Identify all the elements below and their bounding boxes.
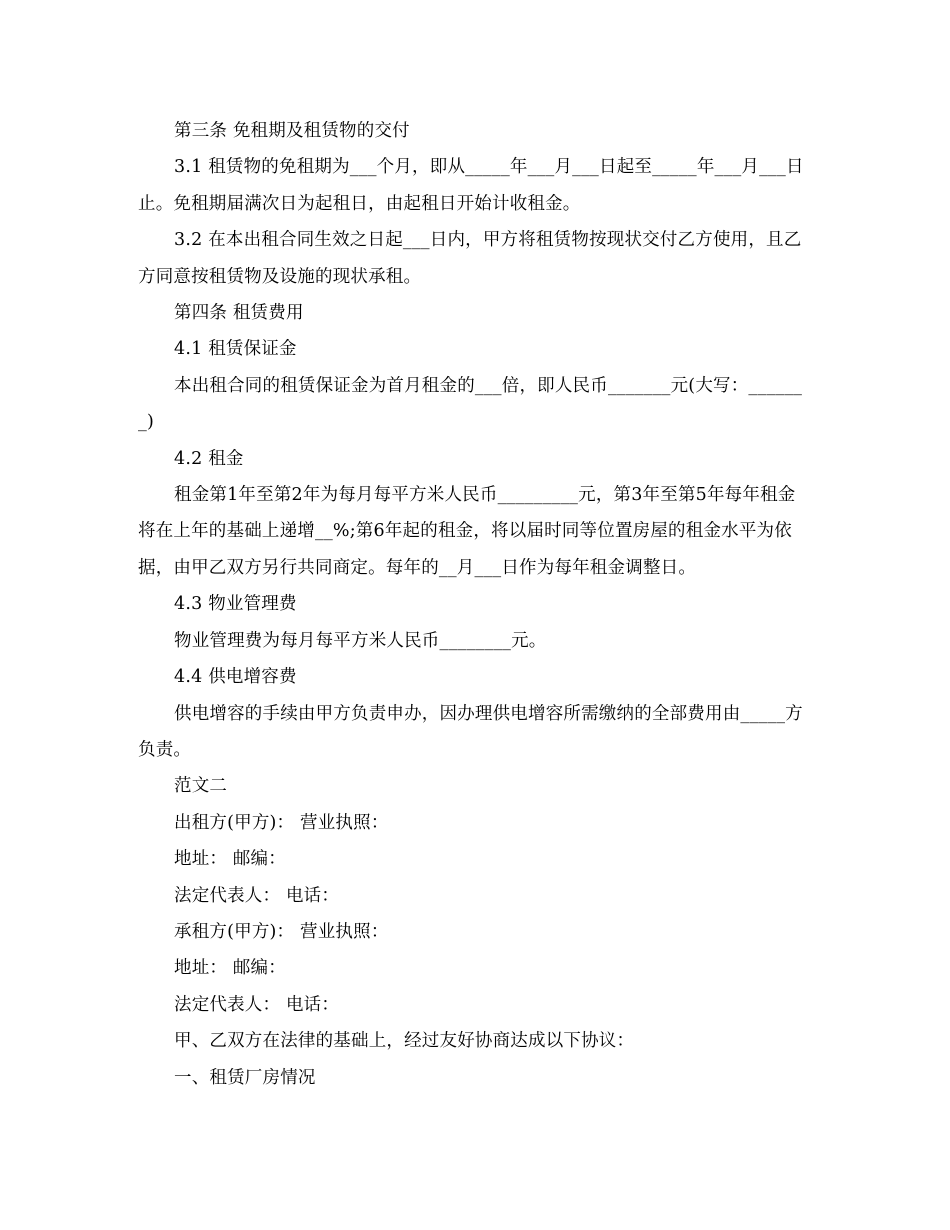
lessor-address-line: 地址： 邮编：	[174, 849, 286, 870]
clause-4-3-text: 物业管理费为每月每平方米人民币________元。	[174, 630, 547, 651]
lessee-representative-line: 法定代表人： 电话：	[174, 994, 340, 1015]
sample-2-heading: 范文二	[174, 776, 228, 797]
clause-4-1-heading: 4.1 租赁保证金	[174, 339, 297, 360]
lessor-representative-line: 法定代表人： 电话：	[174, 885, 340, 906]
clause-3-1: 3.1 租赁物的免租期为___个月，即从_____年___月___日起至_____年___月___日止。免租期届满次日为起租日，由起租日开始计收租金。	[138, 157, 804, 214]
clause-4-4-heading: 4.4 供电增容费	[174, 667, 297, 688]
clause-4-2-text: 租金第1年至第2年为每月每平方米人民币_________元，第3年至第5年每年租金将在上年的基础上递增__%;第6年起的租金，将以届时同等位置房屋的租金水平为依据，由甲乙双方另行共同商定。每年的__月___日作为每年租金调整日。	[138, 485, 796, 578]
section-1-heading: 一、租赁厂房情况	[174, 1067, 316, 1088]
document-body	[138, 113, 810, 1096]
clause-4-1-text: 本出租合同的租赁保证金为首月租金的___倍，即人民币_______元(大写：_______)	[138, 375, 803, 433]
lessee-line: 承租方(甲方)： 营业执照：	[174, 921, 389, 942]
article-4-heading: 第四条 租赁费用	[174, 303, 304, 324]
clause-4-3-heading: 4.3 物业管理费	[174, 594, 297, 615]
clause-4-4-text: 供电增容的手续由甲方负责申办，因办理供电增容所需缴纳的全部费用由_____方负责。	[138, 703, 803, 760]
article-3-heading: 第三条 免租期及租赁物的交付	[174, 121, 410, 141]
lessor-line: 出租方(甲方)： 营业执照：	[174, 812, 389, 833]
clause-4-2-heading: 4.2 租金	[174, 448, 244, 469]
lessee-address-line: 地址： 邮编：	[174, 958, 286, 979]
clause-3-2: 3.2 在本出租合同生效之日起___日内，甲方将租赁物按现状交付乙方使用，且乙方同意按租赁物及设施的现状承租。	[138, 230, 802, 287]
agreement-intro: 甲、乙双方在法律的基础上，经过友好协商达成以下协议：	[174, 1031, 635, 1052]
